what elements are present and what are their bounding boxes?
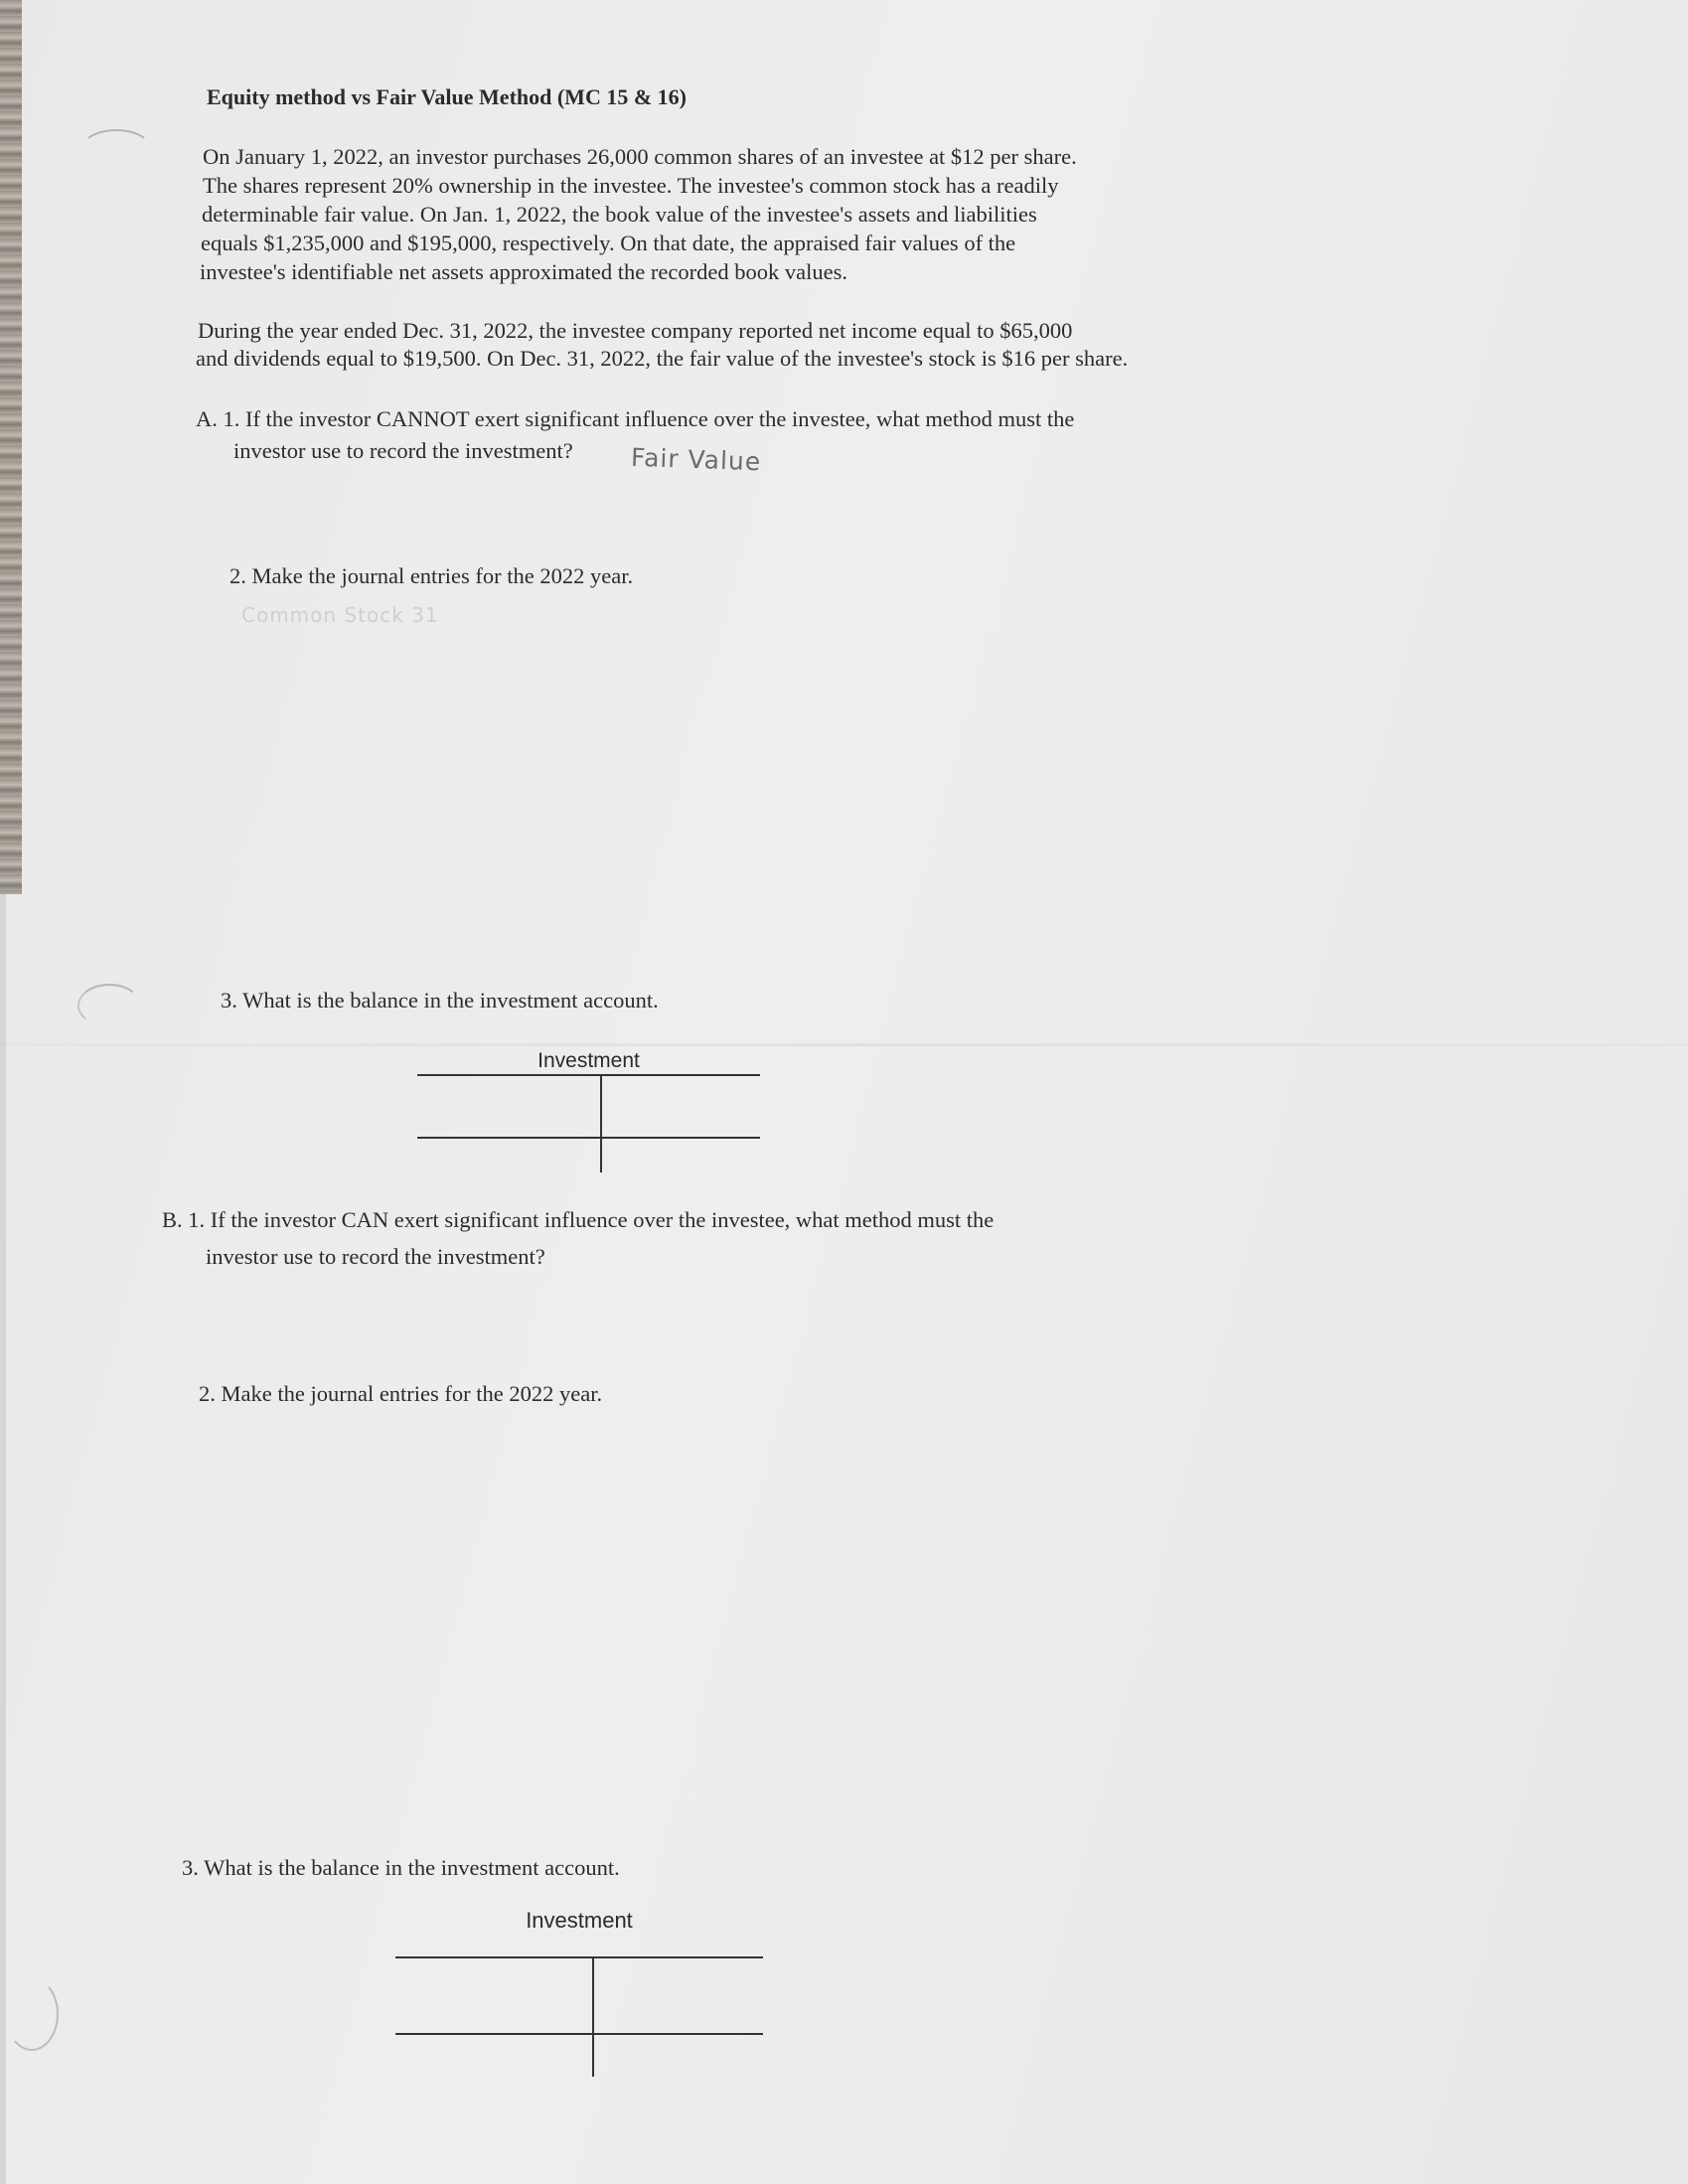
intro-line: investee's identifiable net assets approximated the recorded book values. [200, 259, 847, 284]
hole-punch-mark [5, 1977, 59, 2051]
t-account-investment-a [417, 1049, 760, 1172]
part-b-question-1-cont: investor use to record the investment? [206, 1244, 545, 1269]
document-title: Equity method vs Fair Value Method (MC 15 & 16) [207, 84, 687, 109]
part-a-question-1: A. 1. If the investor CANNOT exert significant influence over the investee, what method must the [196, 406, 1075, 431]
paper-fold [0, 1043, 1688, 1046]
t-account-label: Investment [526, 1908, 633, 1933]
part-b-question-1: B. 1. If the investor CAN exert significant influence over the investee, what method must the [162, 1207, 995, 1232]
intro-line: On January 1, 2022, an investor purchases 26,000 common shares of an investee at $12 per share. [203, 144, 1077, 169]
binding-edge-lower [0, 894, 6, 2184]
hole-punch-mark [77, 984, 141, 1027]
faint-scribble: Common Stock 31 [241, 603, 439, 627]
intro-line: The shares represent 20% ownership in the investee. The investee's common stock has a readily [203, 173, 1059, 198]
handwritten-answer: Fair Value [630, 442, 762, 477]
intro-line: equals $1,235,000 and $195,000, respectively. On that date, the appraised fair values of the [201, 231, 1016, 255]
part-b-question-3: 3. What is the balance in the investment account. [182, 1855, 620, 1880]
part-a-question-1-cont: investor use to record the investment? [233, 438, 573, 463]
part-a-question-2: 2. Make the journal entries for the 2022 year. [230, 563, 634, 588]
part-b-question-2: 2. Make the journal entries for the 2022 year. [199, 1381, 603, 1406]
part-a-question-3: 3. What is the balance in the investment account. [221, 988, 659, 1013]
year-info-line: During the year ended Dec. 31, 2022, the investee company reported net income equal to $65,000 [198, 318, 1073, 343]
binding-edge [0, 0, 22, 894]
hole-punch-mark [79, 129, 153, 173]
intro-line: determinable fair value. On Jan. 1, 2022, the book value of the investee's assets and liabilities [202, 202, 1037, 227]
t-account-investment-b [395, 1908, 763, 2077]
year-info-line: and dividends equal to $19,500. On Dec. 31, 2022, the fair value of the investee's stock is $16 per share. [196, 346, 1129, 371]
t-account-label: Investment [537, 1049, 640, 1072]
